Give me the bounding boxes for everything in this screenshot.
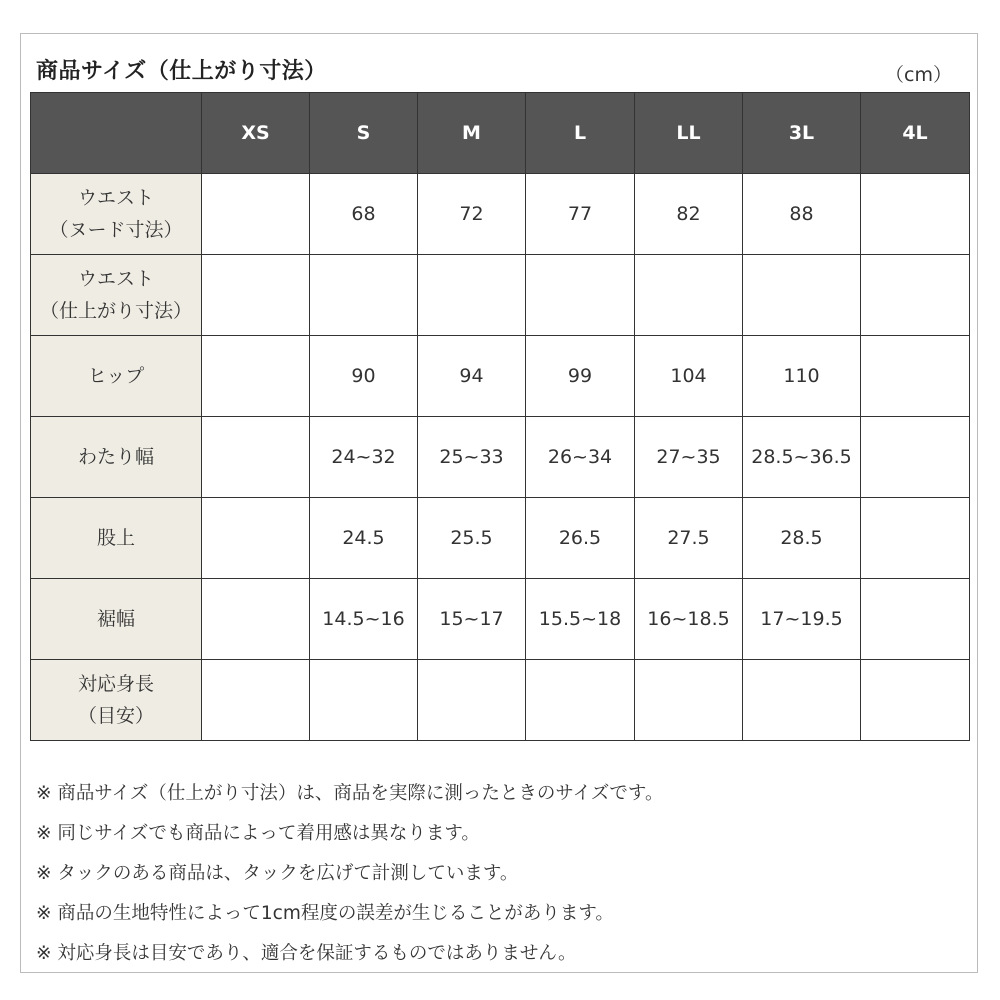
table-cell bbox=[861, 255, 970, 336]
note-item: ※ 対応身長は目安であり、適合を保証するものではありません。 bbox=[36, 943, 577, 964]
table-cell bbox=[202, 336, 310, 417]
size-table bbox=[30, 92, 970, 741]
table-cell bbox=[202, 579, 310, 660]
table-cell bbox=[202, 498, 310, 579]
table-cell: 68 bbox=[310, 174, 418, 255]
size-header-l: L bbox=[526, 93, 635, 174]
table-cell: 15.5~18 bbox=[526, 579, 635, 660]
table-cell bbox=[310, 660, 418, 741]
table-cell: 82 bbox=[635, 174, 743, 255]
table-cell bbox=[526, 660, 635, 741]
unit-label: （cm） bbox=[885, 64, 952, 86]
table-cell bbox=[526, 255, 635, 336]
table-cell: 88 bbox=[743, 174, 861, 255]
table-row-height-guide bbox=[31, 660, 970, 741]
row-label-line: （目安） bbox=[77, 705, 154, 727]
table-cell: 110 bbox=[743, 336, 861, 417]
table-cell bbox=[418, 255, 526, 336]
notes-list bbox=[36, 774, 966, 974]
table-row-hip bbox=[31, 336, 970, 417]
row-label bbox=[31, 579, 202, 660]
row-label-line: ヒップ bbox=[87, 365, 145, 387]
size-header-4l: 4L bbox=[861, 93, 970, 174]
table-cell bbox=[418, 660, 526, 741]
table-cell bbox=[743, 660, 861, 741]
table-cell: 24.5 bbox=[310, 498, 418, 579]
size-header-3l: 3L bbox=[743, 93, 861, 174]
row-label bbox=[31, 417, 202, 498]
page-title: 商品サイズ（仕上がり寸法） bbox=[36, 59, 327, 84]
row-label-line: 対応身長 bbox=[77, 673, 154, 695]
size-header-m: M bbox=[418, 93, 526, 174]
table-cell: 14.5~16 bbox=[310, 579, 418, 660]
table-cell bbox=[202, 174, 310, 255]
table-cell bbox=[861, 660, 970, 741]
table-cell: 99 bbox=[526, 336, 635, 417]
size-header-ll: LL bbox=[635, 93, 743, 174]
table-cell: 77 bbox=[526, 174, 635, 255]
row-label bbox=[31, 336, 202, 417]
note-item: ※ 商品の生地特性によって1cm程度の誤差が生じることがあります。 bbox=[36, 903, 614, 924]
row-label bbox=[31, 255, 202, 336]
size-header-xs: XS bbox=[202, 93, 310, 174]
table-cell: 90 bbox=[310, 336, 418, 417]
table-cell bbox=[202, 417, 310, 498]
row-label-line: わたり幅 bbox=[77, 446, 154, 468]
table-cell bbox=[861, 579, 970, 660]
row-label-line: （仕上がり寸法） bbox=[39, 300, 192, 322]
row-label bbox=[31, 660, 202, 741]
table-cell bbox=[861, 498, 970, 579]
note-item: ※ 同じサイズでも商品によって着用感は異なります。 bbox=[36, 823, 480, 844]
table-header-row bbox=[31, 93, 970, 174]
table-cell bbox=[861, 336, 970, 417]
table-cell: 94 bbox=[418, 336, 526, 417]
table-cell bbox=[635, 255, 743, 336]
table-cell bbox=[743, 255, 861, 336]
table-row-waist-nude bbox=[31, 174, 970, 255]
size-header-s: S bbox=[310, 93, 418, 174]
table-cell: 27.5 bbox=[635, 498, 743, 579]
table-cell: 24~32 bbox=[310, 417, 418, 498]
note-item: ※ 商品サイズ（仕上がり寸法）は、商品を実際に測ったときのサイズです。 bbox=[36, 783, 664, 804]
table-cell: 28.5~36.5 bbox=[743, 417, 861, 498]
table-cell bbox=[202, 255, 310, 336]
header-corner-cell bbox=[31, 93, 202, 174]
table-cell: 72 bbox=[418, 174, 526, 255]
row-label-line: 股上 bbox=[96, 527, 135, 549]
table-cell: 26.5 bbox=[526, 498, 635, 579]
row-label-line: 裾幅 bbox=[96, 608, 135, 630]
note-item: ※ タックのある商品は、タックを広げて計測しています。 bbox=[36, 863, 519, 884]
table-cell bbox=[310, 255, 418, 336]
row-label bbox=[31, 174, 202, 255]
table-cell bbox=[861, 417, 970, 498]
table-cell: 25~33 bbox=[418, 417, 526, 498]
table-cell bbox=[202, 660, 310, 741]
row-label-line: ウエスト bbox=[77, 268, 154, 290]
row-label bbox=[31, 498, 202, 579]
table-cell: 28.5 bbox=[743, 498, 861, 579]
table-cell: 17~19.5 bbox=[743, 579, 861, 660]
table-cell: 15~17 bbox=[418, 579, 526, 660]
table-cell: 27~35 bbox=[635, 417, 743, 498]
table-cell: 16~18.5 bbox=[635, 579, 743, 660]
table-row-rise bbox=[31, 498, 970, 579]
table-row-thigh-width bbox=[31, 417, 970, 498]
row-label-line: ウエスト bbox=[77, 187, 154, 209]
table-cell: 25.5 bbox=[418, 498, 526, 579]
table-row-hem-width bbox=[31, 579, 970, 660]
table-cell: 104 bbox=[635, 336, 743, 417]
table-cell: 26~34 bbox=[526, 417, 635, 498]
row-label-line: （ヌード寸法） bbox=[49, 219, 183, 241]
table-cell bbox=[861, 174, 970, 255]
table-cell bbox=[635, 660, 743, 741]
table-row-waist-finished bbox=[31, 255, 970, 336]
